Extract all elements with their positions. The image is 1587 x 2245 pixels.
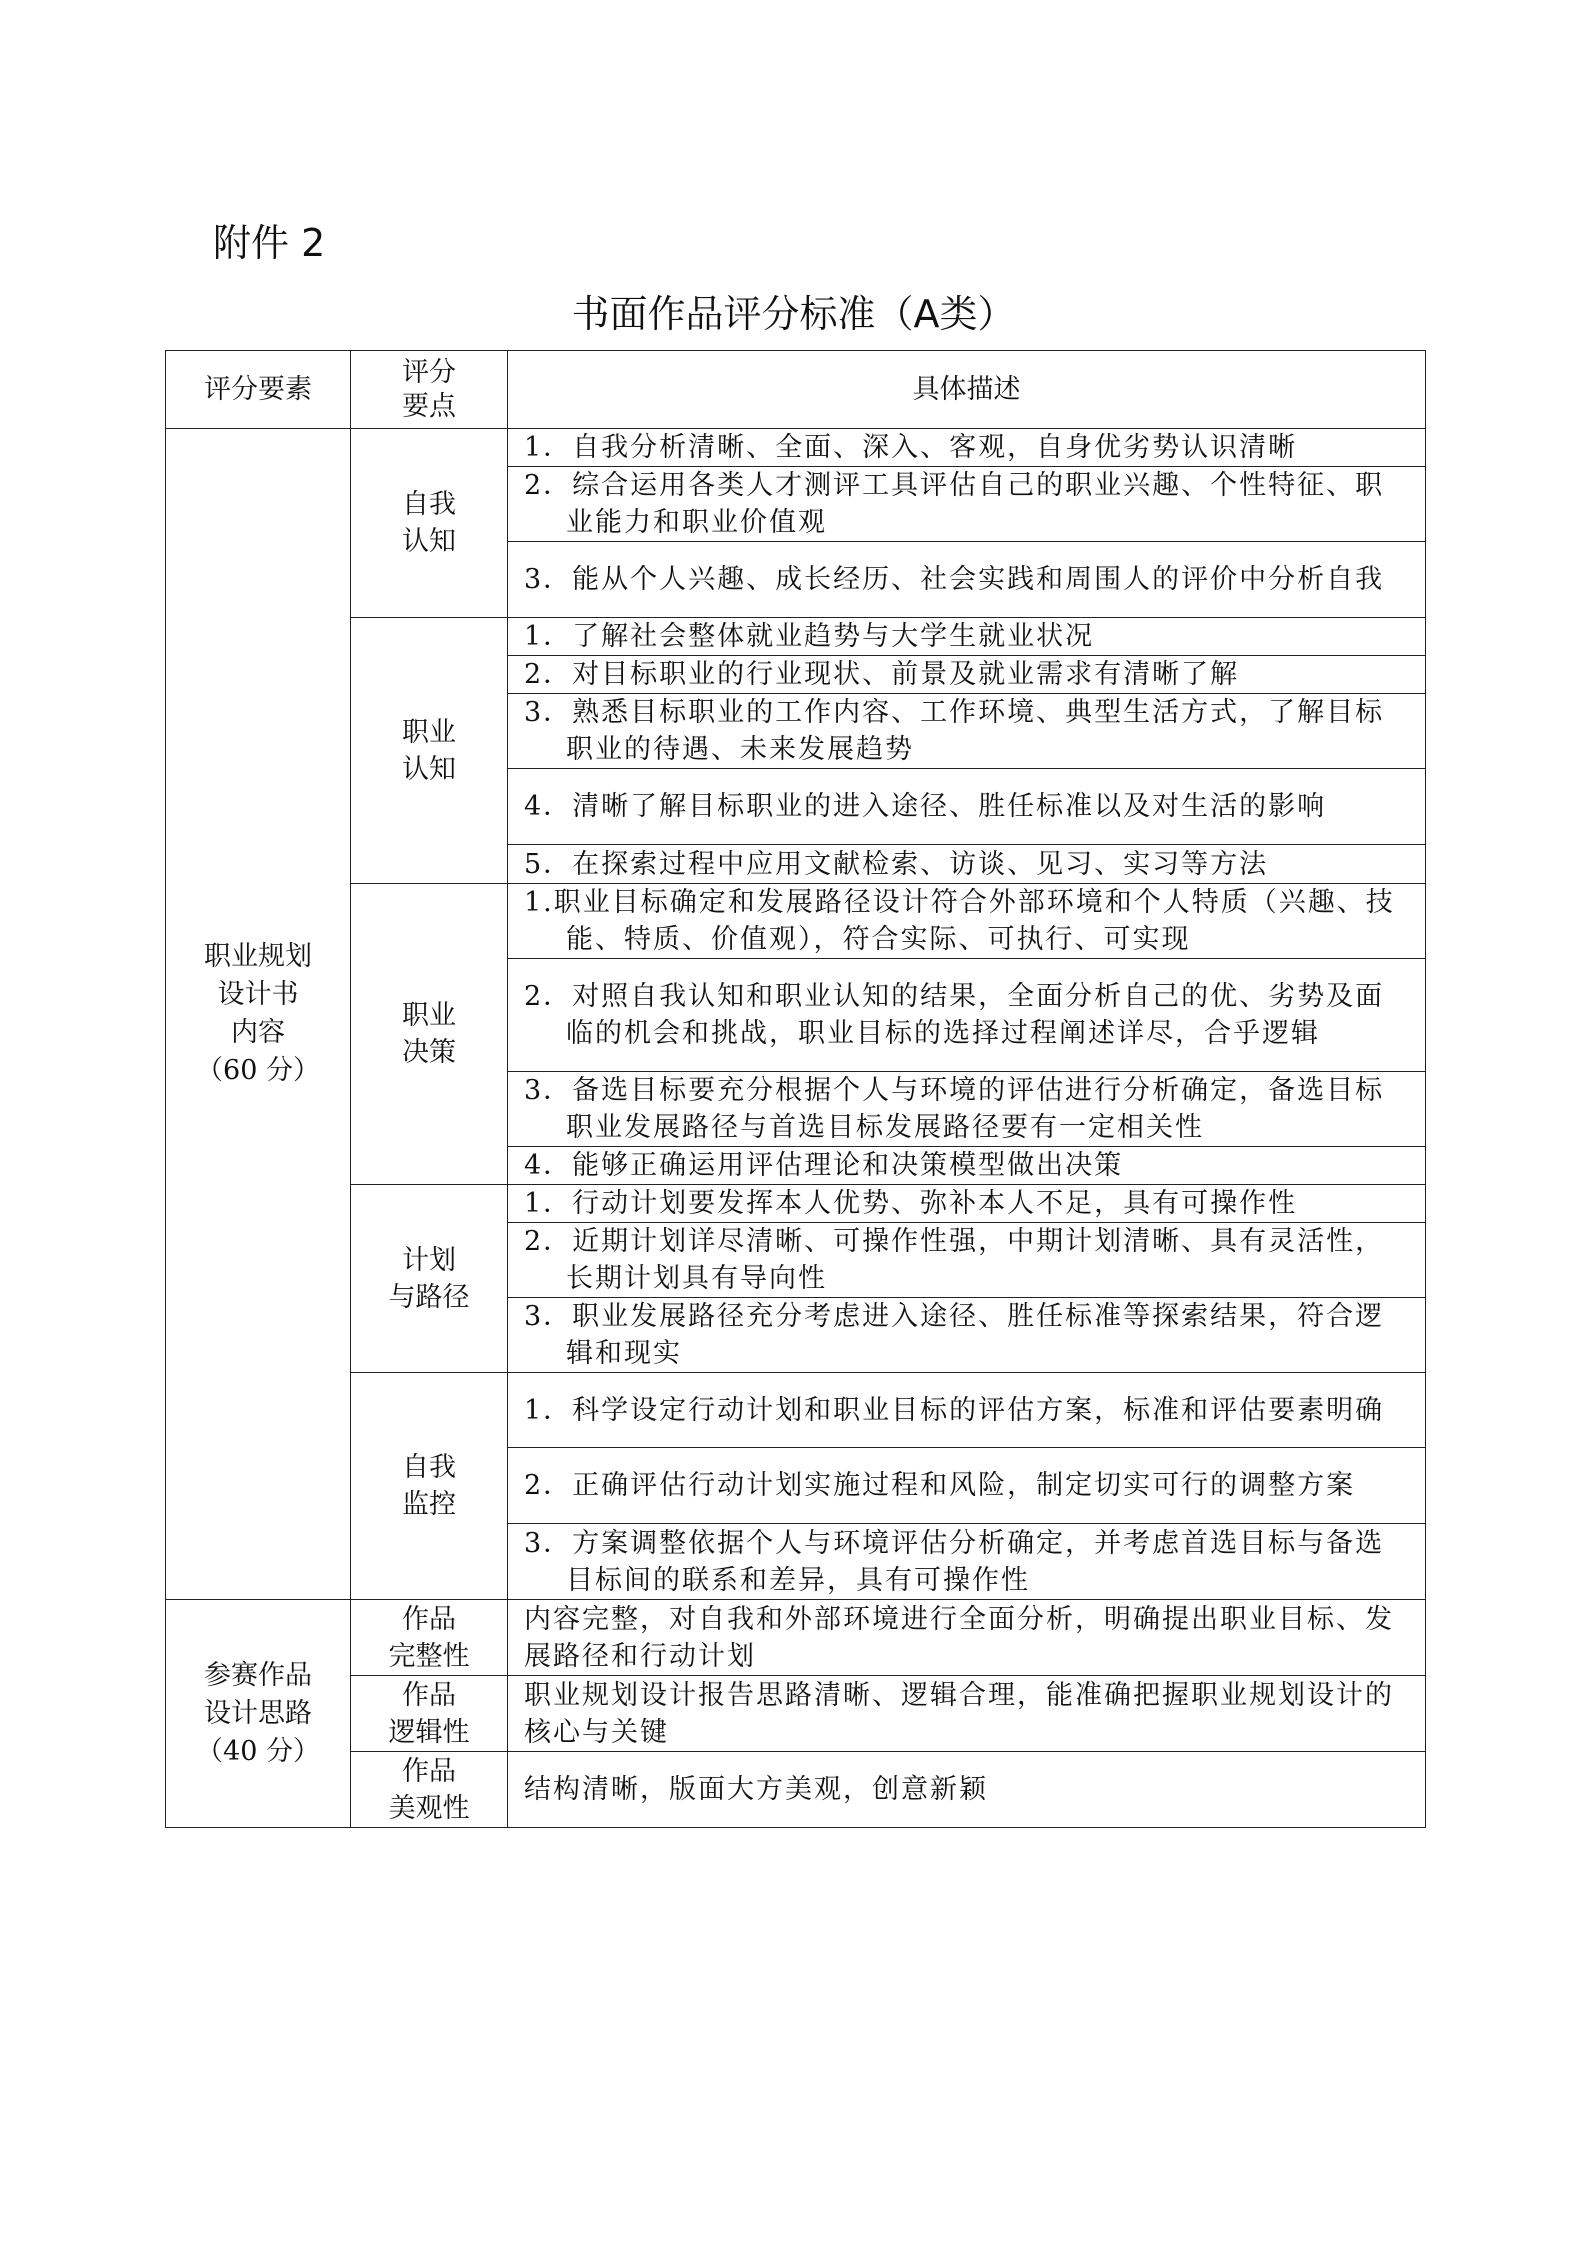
page-title: 书面作品评分标准（A类） [571, 292, 1016, 336]
description-cell [508, 1223, 1426, 1298]
scoring-point-line: 决策 [402, 1037, 456, 1068]
scoring-point-line: 与路径 [388, 1281, 470, 1313]
table-row [166, 1600, 1426, 1676]
description-text: 1．自我分析清晰、全面、深入、客观，自身优劣势认识清晰 [524, 432, 1298, 463]
description-text: 1．了解社会整体就业趋势与大学生就业状况 [524, 621, 1095, 652]
scoring-element-line: 参赛作品 [204, 1659, 312, 1691]
description-cell [508, 1072, 1426, 1147]
description-cell [508, 1147, 1426, 1185]
scoring-point-cell [351, 1752, 508, 1828]
description-text: 3．备选目标要充分根据个人与环境的评估进行分析确定，备选目标职业发展路径与首选目标发展路径要有一定相关性 [524, 1075, 1385, 1143]
description-text: 4．能够正确运用评估理论和决策模型做出决策 [524, 1150, 1124, 1181]
description-text: 2．对目标职业的行业现状、前景及就业需求有清晰了解 [524, 659, 1240, 690]
description-cell [508, 769, 1426, 845]
description-text: 3．熟悉目标职业的工作内容、工作环境、典型生活方式，了解目标职业的待遇、未来发展趋势 [524, 697, 1385, 765]
description-text: 1.职业目标确定和发展路径设计符合外部环境和个人特质（兴趣、技能、特质、价值观），符合实际、可执行、可实现 [524, 887, 1395, 955]
scoring-element-line: （60 分） [196, 1055, 320, 1086]
description-cell [508, 694, 1426, 769]
scoring-point-line: 认知 [402, 753, 456, 785]
description-cell [508, 542, 1426, 618]
scoring-point-line: 作品 [402, 1603, 456, 1635]
scoring-point-line: 职业 [402, 1000, 456, 1031]
scoring-element-cell [166, 429, 351, 1600]
description-text: 内容完整，对自我和外部环境进行全面分析，明确提出职业目标、发展路径和行动计划 [524, 1603, 1394, 1672]
scoring-point-cell [351, 1185, 508, 1373]
description-text: 职业规划设计报告思路清晰、逻辑合理，能准确把握职业规划设计的核心与关键 [524, 1679, 1394, 1748]
scoring-point-line: 逻辑性 [388, 1716, 470, 1748]
table-row [166, 618, 1426, 656]
scoring-point-cell [351, 618, 508, 884]
description-text: 2．正确评估行动计划实施过程和风险，制定切实可行的调整方案 [524, 1470, 1356, 1501]
scoring-point-cell [351, 1373, 508, 1600]
description-text: 1．科学设定行动计划和职业目标的评估方案，标准和评估要素明确 [524, 1394, 1385, 1426]
description-cell [508, 1373, 1426, 1448]
scoring-element-line: 职业规划 [204, 941, 312, 972]
header-row [166, 351, 1426, 429]
scoring-element-line: 设计书 [217, 979, 299, 1010]
description-text: 结构清晰，版面大方美观，创意新颖 [524, 1774, 988, 1805]
scoring-element-line: 设计思路 [204, 1697, 312, 1729]
scoring-table [165, 350, 1426, 1828]
header-scoring-point-line1: 评分 [402, 356, 456, 388]
table-row [166, 1185, 1426, 1223]
header-scoring-point-line2: 要点 [402, 390, 456, 422]
scoring-point-line: 职业 [402, 716, 456, 748]
scoring-point-line: 自我 [402, 489, 456, 520]
table-row [166, 1373, 1426, 1448]
description-text: 2．对照自我认知和职业认知的结果，全面分析自己的优、劣势及面临的机会和挑战，职业目标的选择过程阐述详尽，合乎逻辑 [524, 981, 1385, 1049]
scoring-point-cell [351, 429, 508, 618]
scoring-point-line: 作品 [402, 1679, 456, 1711]
description-cell [508, 429, 1426, 467]
description-text: 5．在探索过程中应用文献检索、访谈、见习、实习等方法 [524, 848, 1269, 880]
description-cell [508, 1524, 1426, 1600]
description-cell [508, 1676, 1426, 1752]
attachment-label: 附件 2 [213, 221, 326, 265]
header-scoring-point [351, 351, 508, 429]
description-cell [508, 467, 1426, 542]
description-text: 3．职业发展路径充分考虑进入途径、胜任标准等探索结果，符合逻辑和现实 [524, 1301, 1385, 1369]
table-row [166, 1676, 1426, 1752]
description-cell [508, 959, 1426, 1072]
scoring-point-line: 计划 [402, 1244, 456, 1276]
description-cell [508, 1298, 1426, 1373]
scoring-point-cell [351, 1676, 508, 1752]
description-cell [508, 1600, 1426, 1676]
scoring-point-line: 作品 [402, 1755, 456, 1787]
description-text: 2．综合运用各类人才测评工具评估自己的职业兴趣、个性特征、职业能力和职业价值观 [524, 470, 1385, 538]
description-cell [508, 1185, 1426, 1223]
scoring-point-line: 监控 [402, 1489, 456, 1520]
table-row [166, 884, 1426, 959]
scoring-element-cell [166, 1600, 351, 1828]
table-row [166, 429, 1426, 467]
description-text: 3．能从个人兴趣、成长经历、社会实践和周围人的评价中分析自我 [524, 564, 1385, 595]
description-cell [508, 884, 1426, 959]
table-row [166, 1752, 1426, 1828]
scoring-point-cell [351, 884, 508, 1185]
description-text: 2．近期计划详尽清晰、可操作性强，中期计划清晰、具有灵活性，长期计划具有导向性 [524, 1226, 1385, 1294]
description-text: 4．清晰了解目标职业的进入途径、胜任标准以及对生活的影响 [524, 791, 1327, 822]
description-text: 1．行动计划要发挥本人优势、弥补本人不足，具有可操作性 [524, 1188, 1298, 1219]
scoring-element-line: 内容 [231, 1017, 285, 1048]
description-cell [508, 618, 1426, 656]
scoring-element-line: （40 分） [196, 1735, 320, 1767]
description-cell [508, 1448, 1426, 1524]
header-scoring-element: 评分要素 [166, 351, 351, 429]
description-cell [508, 656, 1426, 694]
scoring-point-line: 完整性 [388, 1640, 470, 1672]
scoring-point-line: 自我 [402, 1452, 456, 1483]
scoring-point-cell [351, 1600, 508, 1676]
description-cell [508, 1752, 1426, 1828]
header-description: 具体描述 [508, 351, 1426, 429]
description-text: 3．方案调整依据个人与环境评估分析确定，并考虑首选目标与备选目标间的联系和差异，具有可操作性 [524, 1527, 1385, 1596]
description-cell [508, 845, 1426, 884]
scoring-point-line: 认知 [402, 526, 456, 557]
scoring-point-line: 美观性 [388, 1792, 470, 1824]
